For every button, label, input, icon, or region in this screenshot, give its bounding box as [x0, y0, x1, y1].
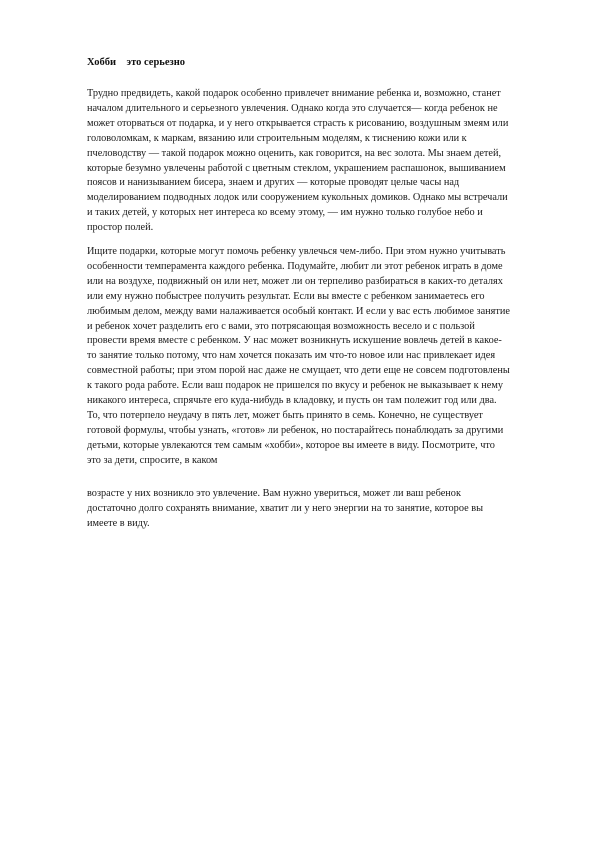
paragraph-2: Ищите подарки, которые могут помочь ребенку увлечься чем-либо. При этом нужно учитывать особенности темперамента каждого ребенка. Подумайте, любит ли этот ребенок играть в доме или на воздухе, подвижный он или нет, может ли он терпеливо разбираться в каких-то деталях или ему нужно побыстрее получить результат. Если вы вместе с ребенком занимаетесь его любимым делом, между вами налаживается особый контакт. И если у вас есть любимое занятие и ребенок хочет разделить его с вами, это потрясающая возможность весело и с пользой провести время вместе с ребенком. У нас может возникнуть искушение вовлечь детей в какое-то занятие только потому, что нам хочется показать им что-то новое или нас привлекает идея совместной работы; при этом порой нас даже не смущает, что дети еще не совсем подготовлены к такого рода работе. Если ваш подарок не пришелся по вкусу и ребенок не выказывает к нему никакого интереса, спрячьте его куда-нибудь в кладовку, и пусть он там полежит год или два. То, что потерпело неудачу в пять лет, может быть принято в семь. Конечно, не существует готовой формулы, чтобы узнать, «готов» ли ребенок, но постарайтесь понаблюдать за другими детьми, которые увлекаются тем самым «хобби», которое вы имеете в виду. Посмотрите, что это за дети, спросите, в каком	[87, 246, 510, 466]
paragraph-3: возрасте у них возникло это увлечение. Вам нужно увериться, может ли ваш ребенок достаточно долго сохранять внимание, хватит ли у него энергии на то занятие, которое вы имеете в виду.	[87, 488, 484, 529]
document-title: Хобби это серьезно	[87, 57, 186, 68]
paragraph-1: Трудно предвидеть, какой подарок особенно привлечет внимание ребенка и, возможно, станет началом длительного и серьезного увлечения. Однако когда это случается— когда ребенок не может оторваться от подарка, и у него открывается страсть к рисованию, воздушным змеям или головоломкам, к маркам, вязанию или строительным моделям, к тиснению кожи или к пчеловодству — такой подарок можно оценить, как говорится, на вес золота. Мы знаем детей, которые безумно увлечены работой с цветным стеклом, украшением распашонок, вышиванием поясов и нанизыванием бисера, знаем и других — которые проводят целые часы над моделированием подводных лодок или сооружением кукольных домиков. Однако мы встречали и таких детей, у которых нет интереса ко всему этому, — им нужно только голубое небо и простор полей.	[87, 88, 509, 234]
